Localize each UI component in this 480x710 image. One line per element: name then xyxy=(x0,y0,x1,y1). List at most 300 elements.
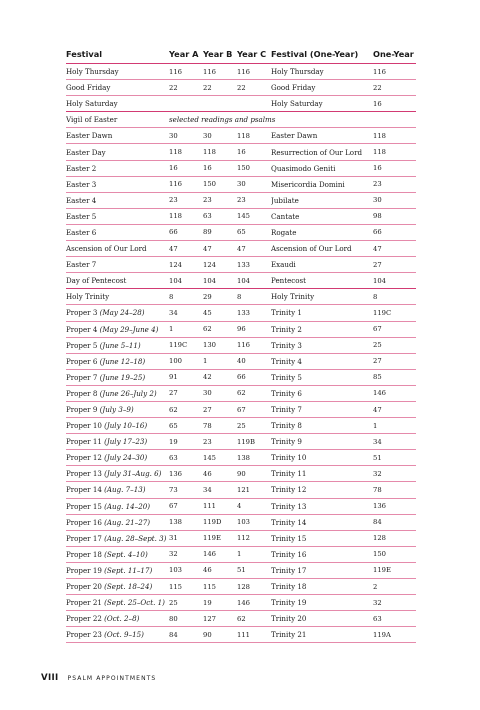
proper-dates: (July 10–16) xyxy=(104,421,148,431)
festival-name: Easter 7 xyxy=(66,260,97,270)
year-b-psalm xyxy=(203,96,237,112)
one-year-psalm: 119C xyxy=(373,305,416,321)
one-year-psalm: 16 xyxy=(373,160,416,176)
proper-dates: (July 3–9) xyxy=(99,405,134,415)
festival-name: Proper 5 xyxy=(66,340,98,350)
festival-cell xyxy=(66,160,169,176)
festival-cell xyxy=(66,579,169,595)
year-b-psalm: 19 xyxy=(203,595,237,611)
year-c-psalm: 8 xyxy=(237,289,271,305)
year-b-psalm: 34 xyxy=(203,482,237,498)
one-year-psalm: 2 xyxy=(373,579,416,595)
festival-name: Proper 8 xyxy=(66,388,98,398)
year-c-psalm: 104 xyxy=(237,273,271,289)
one-year-psalm: 32 xyxy=(373,595,416,611)
festival-cell xyxy=(66,80,169,96)
year-c-psalm: 145 xyxy=(237,208,271,224)
year-b-psalm: 29 xyxy=(203,289,237,305)
year-b-psalm: 63 xyxy=(203,208,237,224)
one-year-psalm: 23 xyxy=(373,176,416,192)
one-year-festival: Trinity 17 xyxy=(271,562,373,578)
proper-dates: (June 5–11) xyxy=(99,340,141,350)
one-year-festival: Trinity 2 xyxy=(271,321,373,337)
festival-cell xyxy=(66,224,169,240)
year-b-psalm: 90 xyxy=(203,627,237,643)
year-b-psalm: 46 xyxy=(203,562,237,578)
year-a-psalm: 47 xyxy=(169,241,203,257)
year-b-psalm: 127 xyxy=(203,611,237,627)
table-row xyxy=(66,369,416,385)
festival-cell xyxy=(66,434,169,450)
festival-cell xyxy=(66,241,169,257)
festival-cell xyxy=(66,257,169,273)
year-b-psalm: 78 xyxy=(203,418,237,434)
table-row xyxy=(66,289,416,305)
one-year-psalm: 150 xyxy=(373,546,416,562)
one-year-psalm: 47 xyxy=(373,401,416,417)
one-year-psalm: 128 xyxy=(373,530,416,546)
festival-cell xyxy=(66,321,169,337)
year-c-psalm: 90 xyxy=(237,466,271,482)
year-a-psalm: 80 xyxy=(169,611,203,627)
table-row xyxy=(66,257,416,273)
col-header-one-year: One-Year xyxy=(373,45,416,64)
one-year-festival: Good Friday xyxy=(271,80,373,96)
year-c-psalm: 121 xyxy=(237,482,271,498)
festival-cell xyxy=(66,96,169,112)
festival-cell xyxy=(66,353,169,369)
year-c-psalm: 25 xyxy=(237,418,271,434)
table-row xyxy=(66,128,416,144)
table-row xyxy=(66,562,416,578)
one-year-festival: Quasimodo Geniti xyxy=(271,160,373,176)
one-year-psalm: 85 xyxy=(373,369,416,385)
table-row xyxy=(66,64,416,80)
one-year-festival: Trinity 9 xyxy=(271,434,373,450)
festival-cell xyxy=(66,466,169,482)
festival-cell xyxy=(66,305,169,321)
page-number: VIII xyxy=(41,673,59,683)
year-b-psalm: 146 xyxy=(203,546,237,562)
year-b-psalm: 30 xyxy=(203,128,237,144)
one-year-festival: Trinity 11 xyxy=(271,466,373,482)
festival-cell xyxy=(66,595,169,611)
one-year-festival: Cantate xyxy=(271,208,373,224)
table-row xyxy=(66,353,416,369)
proper-dates: (Oct. 2–8) xyxy=(104,614,140,624)
year-a-psalm: 84 xyxy=(169,627,203,643)
year-c-psalm: 116 xyxy=(237,64,271,80)
table-row xyxy=(66,466,416,482)
year-c-psalm: 23 xyxy=(237,192,271,208)
year-c-psalm: 22 xyxy=(237,80,271,96)
proper-dates: (Aug. 7–13) xyxy=(104,485,146,495)
year-a-psalm: 100 xyxy=(169,353,203,369)
year-a-psalm: 63 xyxy=(169,450,203,466)
one-year-festival: Holy Trinity xyxy=(271,289,373,305)
one-year-psalm: 146 xyxy=(373,385,416,401)
festival-name: Vigil of Easter xyxy=(66,115,118,125)
year-b-psalm: 30 xyxy=(203,385,237,401)
year-b-psalm: 119D xyxy=(203,514,237,530)
year-c-psalm: 66 xyxy=(237,369,271,385)
table-row xyxy=(66,611,416,627)
year-a-psalm: 1 xyxy=(169,321,203,337)
proper-dates: (Sept. 11–17) xyxy=(104,565,153,575)
festival-name: Proper 23 xyxy=(66,630,102,640)
proper-dates: (Aug. 14–20) xyxy=(104,501,151,511)
festival-cell xyxy=(66,337,169,353)
year-a-psalm: 16 xyxy=(169,160,203,176)
proper-dates: (Aug. 21–27) xyxy=(104,517,151,527)
year-b-psalm: 111 xyxy=(203,498,237,514)
year-c-psalm: 133 xyxy=(237,305,271,321)
year-c-psalm: 62 xyxy=(237,611,271,627)
year-a-psalm xyxy=(169,96,203,112)
festival-name: Easter 4 xyxy=(66,195,97,205)
proper-dates: (June 12–18) xyxy=(99,356,146,366)
festival-cell xyxy=(66,450,169,466)
year-a-psalm: 31 xyxy=(169,530,203,546)
year-a-psalm: 73 xyxy=(169,482,203,498)
one-year-festival: Trinity 3 xyxy=(271,337,373,353)
proper-dates: (Sept. 18–24) xyxy=(104,582,153,592)
one-year-psalm: 16 xyxy=(373,96,416,112)
festival-cell xyxy=(66,112,169,128)
festival-name: Holy Thursday xyxy=(66,67,119,77)
table-body xyxy=(66,64,416,643)
year-c-psalm: 116 xyxy=(237,337,271,353)
festival-name: Proper 9 xyxy=(66,405,98,415)
year-b-psalm: 130 xyxy=(203,337,237,353)
year-a-psalm: 27 xyxy=(169,385,203,401)
year-b-psalm: 124 xyxy=(203,257,237,273)
one-year-psalm: 34 xyxy=(373,434,416,450)
festival-cell xyxy=(66,611,169,627)
festival-cell xyxy=(66,546,169,562)
year-a-psalm: 34 xyxy=(169,305,203,321)
one-year-festival: Trinity 10 xyxy=(271,450,373,466)
festival-cell xyxy=(66,562,169,578)
proper-dates: (May 29–June 4) xyxy=(99,324,159,334)
year-b-psalm: 62 xyxy=(203,321,237,337)
table-row xyxy=(66,80,416,96)
year-c-psalm: 118 xyxy=(237,128,271,144)
festival-cell xyxy=(66,418,169,434)
year-b-psalm: 23 xyxy=(203,192,237,208)
table-row xyxy=(66,241,416,257)
year-a-psalm: 67 xyxy=(169,498,203,514)
one-year-festival: Holy Saturday xyxy=(271,96,373,112)
year-a-psalm: 115 xyxy=(169,579,203,595)
year-a-psalm: 118 xyxy=(169,144,203,160)
one-year-festival: Trinity 7 xyxy=(271,401,373,417)
festival-name: Proper 16 xyxy=(66,517,102,527)
year-a-psalm: 103 xyxy=(169,562,203,578)
festival-name: Holy Trinity xyxy=(66,292,110,302)
one-year-festival: Trinity 5 xyxy=(271,369,373,385)
one-year-psalm: 22 xyxy=(373,80,416,96)
year-b-psalm: 27 xyxy=(203,401,237,417)
year-a-psalm: 8 xyxy=(169,289,203,305)
table-row xyxy=(66,192,416,208)
table-row xyxy=(66,321,416,337)
one-year-festival: Trinity 12 xyxy=(271,482,373,498)
year-b-psalm: 116 xyxy=(203,64,237,80)
festival-cell xyxy=(66,289,169,305)
year-c-psalm: 111 xyxy=(237,627,271,643)
year-c-psalm: 65 xyxy=(237,224,271,240)
festival-cell xyxy=(66,627,169,643)
festival-name: Proper 13 xyxy=(66,469,102,479)
one-year-psalm: 98 xyxy=(373,208,416,224)
festival-cell xyxy=(66,385,169,401)
table-row xyxy=(66,579,416,595)
one-year-psalm: 116 xyxy=(373,64,416,80)
year-c-psalm: 103 xyxy=(237,514,271,530)
year-a-psalm: 119C xyxy=(169,337,203,353)
year-c-psalm: 119B xyxy=(237,434,271,450)
year-b-psalm: 145 xyxy=(203,450,237,466)
festival-cell xyxy=(66,498,169,514)
one-year-festival: Trinity 14 xyxy=(271,514,373,530)
year-c-psalm xyxy=(237,96,271,112)
festival-name: Good Friday xyxy=(66,83,111,93)
span-note: selected readings and psalms xyxy=(169,112,416,128)
one-year-psalm: 84 xyxy=(373,514,416,530)
one-year-psalm: 118 xyxy=(373,128,416,144)
proper-dates: (July 31–Aug. 6) xyxy=(104,469,162,479)
one-year-festival: Holy Thursday xyxy=(271,64,373,80)
one-year-psalm: 66 xyxy=(373,224,416,240)
festival-name: Easter 2 xyxy=(66,163,97,173)
festival-cell xyxy=(66,64,169,80)
table-row xyxy=(66,546,416,562)
one-year-festival: Trinity 20 xyxy=(271,611,373,627)
col-header-festival: Festival xyxy=(66,45,169,64)
table-row xyxy=(66,401,416,417)
one-year-festival: Trinity 18 xyxy=(271,579,373,595)
year-b-psalm: 45 xyxy=(203,305,237,321)
year-b-psalm: 23 xyxy=(203,434,237,450)
table-header-row xyxy=(66,45,416,64)
one-year-psalm: 25 xyxy=(373,337,416,353)
year-c-psalm: 150 xyxy=(237,160,271,176)
year-a-psalm: 118 xyxy=(169,208,203,224)
year-a-psalm: 23 xyxy=(169,192,203,208)
festival-name: Day of Pentecost xyxy=(66,276,127,286)
table-row xyxy=(66,224,416,240)
year-c-psalm: 40 xyxy=(237,353,271,369)
year-c-psalm: 133 xyxy=(237,257,271,273)
festival-name: Ascension of Our Lord xyxy=(66,244,147,254)
one-year-psalm: 27 xyxy=(373,353,416,369)
table-row xyxy=(66,273,416,289)
one-year-psalm: 136 xyxy=(373,498,416,514)
festival-cell xyxy=(66,128,169,144)
year-c-psalm: 1 xyxy=(237,546,271,562)
festival-name: Easter 6 xyxy=(66,227,97,237)
col-header-festival-one-year: Festival (One-Year) xyxy=(271,45,373,64)
proper-dates: (July 17–23) xyxy=(104,437,148,447)
year-c-psalm: 128 xyxy=(237,579,271,595)
year-b-psalm: 46 xyxy=(203,466,237,482)
one-year-festival: Pentecost xyxy=(271,273,373,289)
one-year-psalm: 63 xyxy=(373,611,416,627)
table-row xyxy=(66,627,416,643)
year-b-psalm: 115 xyxy=(203,579,237,595)
festival-name: Proper 20 xyxy=(66,582,102,592)
festival-cell xyxy=(66,208,169,224)
festival-cell xyxy=(66,369,169,385)
year-b-psalm: 1 xyxy=(203,353,237,369)
proper-dates: (June 19–25) xyxy=(99,372,146,382)
year-b-psalm: 118 xyxy=(203,144,237,160)
year-a-psalm: 30 xyxy=(169,128,203,144)
table-row xyxy=(66,176,416,192)
one-year-psalm: 27 xyxy=(373,257,416,273)
one-year-festival: Trinity 21 xyxy=(271,627,373,643)
year-a-psalm: 116 xyxy=(169,64,203,80)
festival-cell xyxy=(66,514,169,530)
festival-name: Proper 14 xyxy=(66,485,102,495)
festival-name: Easter 3 xyxy=(66,179,97,189)
year-a-psalm: 116 xyxy=(169,176,203,192)
table-row xyxy=(66,482,416,498)
festival-name: Proper 18 xyxy=(66,549,102,559)
page-footer xyxy=(41,665,156,684)
one-year-psalm: 78 xyxy=(373,482,416,498)
year-c-psalm: 4 xyxy=(237,498,271,514)
one-year-festival: Rogate xyxy=(271,224,373,240)
year-a-psalm: 25 xyxy=(169,595,203,611)
one-year-psalm: 8 xyxy=(373,289,416,305)
festival-name: Proper 12 xyxy=(66,453,102,463)
festival-name: Proper 6 xyxy=(66,356,98,366)
one-year-festival: Trinity 4 xyxy=(271,353,373,369)
one-year-psalm: 67 xyxy=(373,321,416,337)
one-year-psalm: 118 xyxy=(373,144,416,160)
one-year-psalm: 30 xyxy=(373,192,416,208)
table-row xyxy=(66,160,416,176)
year-a-psalm: 138 xyxy=(169,514,203,530)
festival-name: Proper 3 xyxy=(66,308,98,318)
one-year-festival: Misericordia Domini xyxy=(271,176,373,192)
year-a-psalm: 32 xyxy=(169,546,203,562)
table-row xyxy=(66,498,416,514)
proper-dates: (June 26–July 2) xyxy=(99,388,157,398)
one-year-festival: Exaudi xyxy=(271,257,373,273)
year-b-psalm: 42 xyxy=(203,369,237,385)
festival-cell xyxy=(66,482,169,498)
festival-cell xyxy=(66,176,169,192)
one-year-festival: Jubilate xyxy=(271,192,373,208)
table-row xyxy=(66,530,416,546)
table-row xyxy=(66,434,416,450)
year-b-psalm: 104 xyxy=(203,273,237,289)
table-row xyxy=(66,595,416,611)
table-row xyxy=(66,514,416,530)
year-b-psalm: 47 xyxy=(203,241,237,257)
year-a-psalm: 62 xyxy=(169,401,203,417)
year-b-psalm: 22 xyxy=(203,80,237,96)
table-row xyxy=(66,96,416,112)
psalm-appointments-table xyxy=(66,45,416,643)
festival-name: Proper 19 xyxy=(66,565,102,575)
year-b-psalm: 89 xyxy=(203,224,237,240)
festival-cell xyxy=(66,144,169,160)
proper-dates: (Sept. 4–10) xyxy=(104,549,148,559)
year-a-psalm: 65 xyxy=(169,418,203,434)
festival-name: Proper 10 xyxy=(66,421,102,431)
year-a-psalm: 19 xyxy=(169,434,203,450)
one-year-festival: Trinity 16 xyxy=(271,546,373,562)
proper-dates: (Sept. 25–Oct. 1) xyxy=(104,598,165,608)
year-a-psalm: 91 xyxy=(169,369,203,385)
table-row xyxy=(66,418,416,434)
running-head: PSALM APPOINTMENTS xyxy=(67,675,157,682)
festival-cell xyxy=(66,401,169,417)
one-year-psalm: 1 xyxy=(373,418,416,434)
table-row xyxy=(66,337,416,353)
festival-name: Proper 4 xyxy=(66,324,98,334)
year-c-psalm: 138 xyxy=(237,450,271,466)
one-year-psalm: 51 xyxy=(373,450,416,466)
proper-dates: (Oct. 9–15) xyxy=(104,630,144,640)
one-year-psalm: 119A xyxy=(373,627,416,643)
year-b-psalm: 150 xyxy=(203,176,237,192)
festival-cell xyxy=(66,273,169,289)
one-year-psalm: 104 xyxy=(373,273,416,289)
col-header-year-a: Year A xyxy=(169,45,203,64)
year-c-psalm: 96 xyxy=(237,321,271,337)
festival-cell xyxy=(66,530,169,546)
festival-name: Proper 22 xyxy=(66,614,102,624)
proper-dates: (July 24–30) xyxy=(104,453,148,463)
festival-name: Proper 17 xyxy=(66,533,102,543)
festival-name: Holy Saturday xyxy=(66,99,118,109)
year-a-psalm: 22 xyxy=(169,80,203,96)
proper-dates: (Aug. 28–Sept. 3) xyxy=(104,533,167,543)
one-year-festival: Trinity 1 xyxy=(271,305,373,321)
one-year-psalm: 119E xyxy=(373,562,416,578)
festival-name: Proper 15 xyxy=(66,501,102,511)
table-row xyxy=(66,144,416,160)
year-c-psalm: 112 xyxy=(237,530,271,546)
year-b-psalm: 119E xyxy=(203,530,237,546)
col-header-year-b: Year B xyxy=(203,45,237,64)
festival-name: Easter Day xyxy=(66,147,106,157)
one-year-festival: Ascension of Our Lord xyxy=(271,241,373,257)
year-c-psalm: 62 xyxy=(237,385,271,401)
table-row xyxy=(66,208,416,224)
year-b-psalm: 16 xyxy=(203,160,237,176)
year-a-psalm: 136 xyxy=(169,466,203,482)
festival-name: Easter Dawn xyxy=(66,131,113,141)
col-header-year-c: Year C xyxy=(237,45,271,64)
year-a-psalm: 104 xyxy=(169,273,203,289)
table-row xyxy=(66,305,416,321)
table-row xyxy=(66,385,416,401)
year-a-psalm: 124 xyxy=(169,257,203,273)
table-row xyxy=(66,450,416,466)
festival-name: Proper 21 xyxy=(66,598,102,608)
one-year-festival: Trinity 6 xyxy=(271,385,373,401)
year-c-psalm: 16 xyxy=(237,144,271,160)
table-row xyxy=(66,112,416,128)
festival-name: Proper 7 xyxy=(66,372,98,382)
one-year-festival: Resurrection of Our Lord xyxy=(271,144,373,160)
